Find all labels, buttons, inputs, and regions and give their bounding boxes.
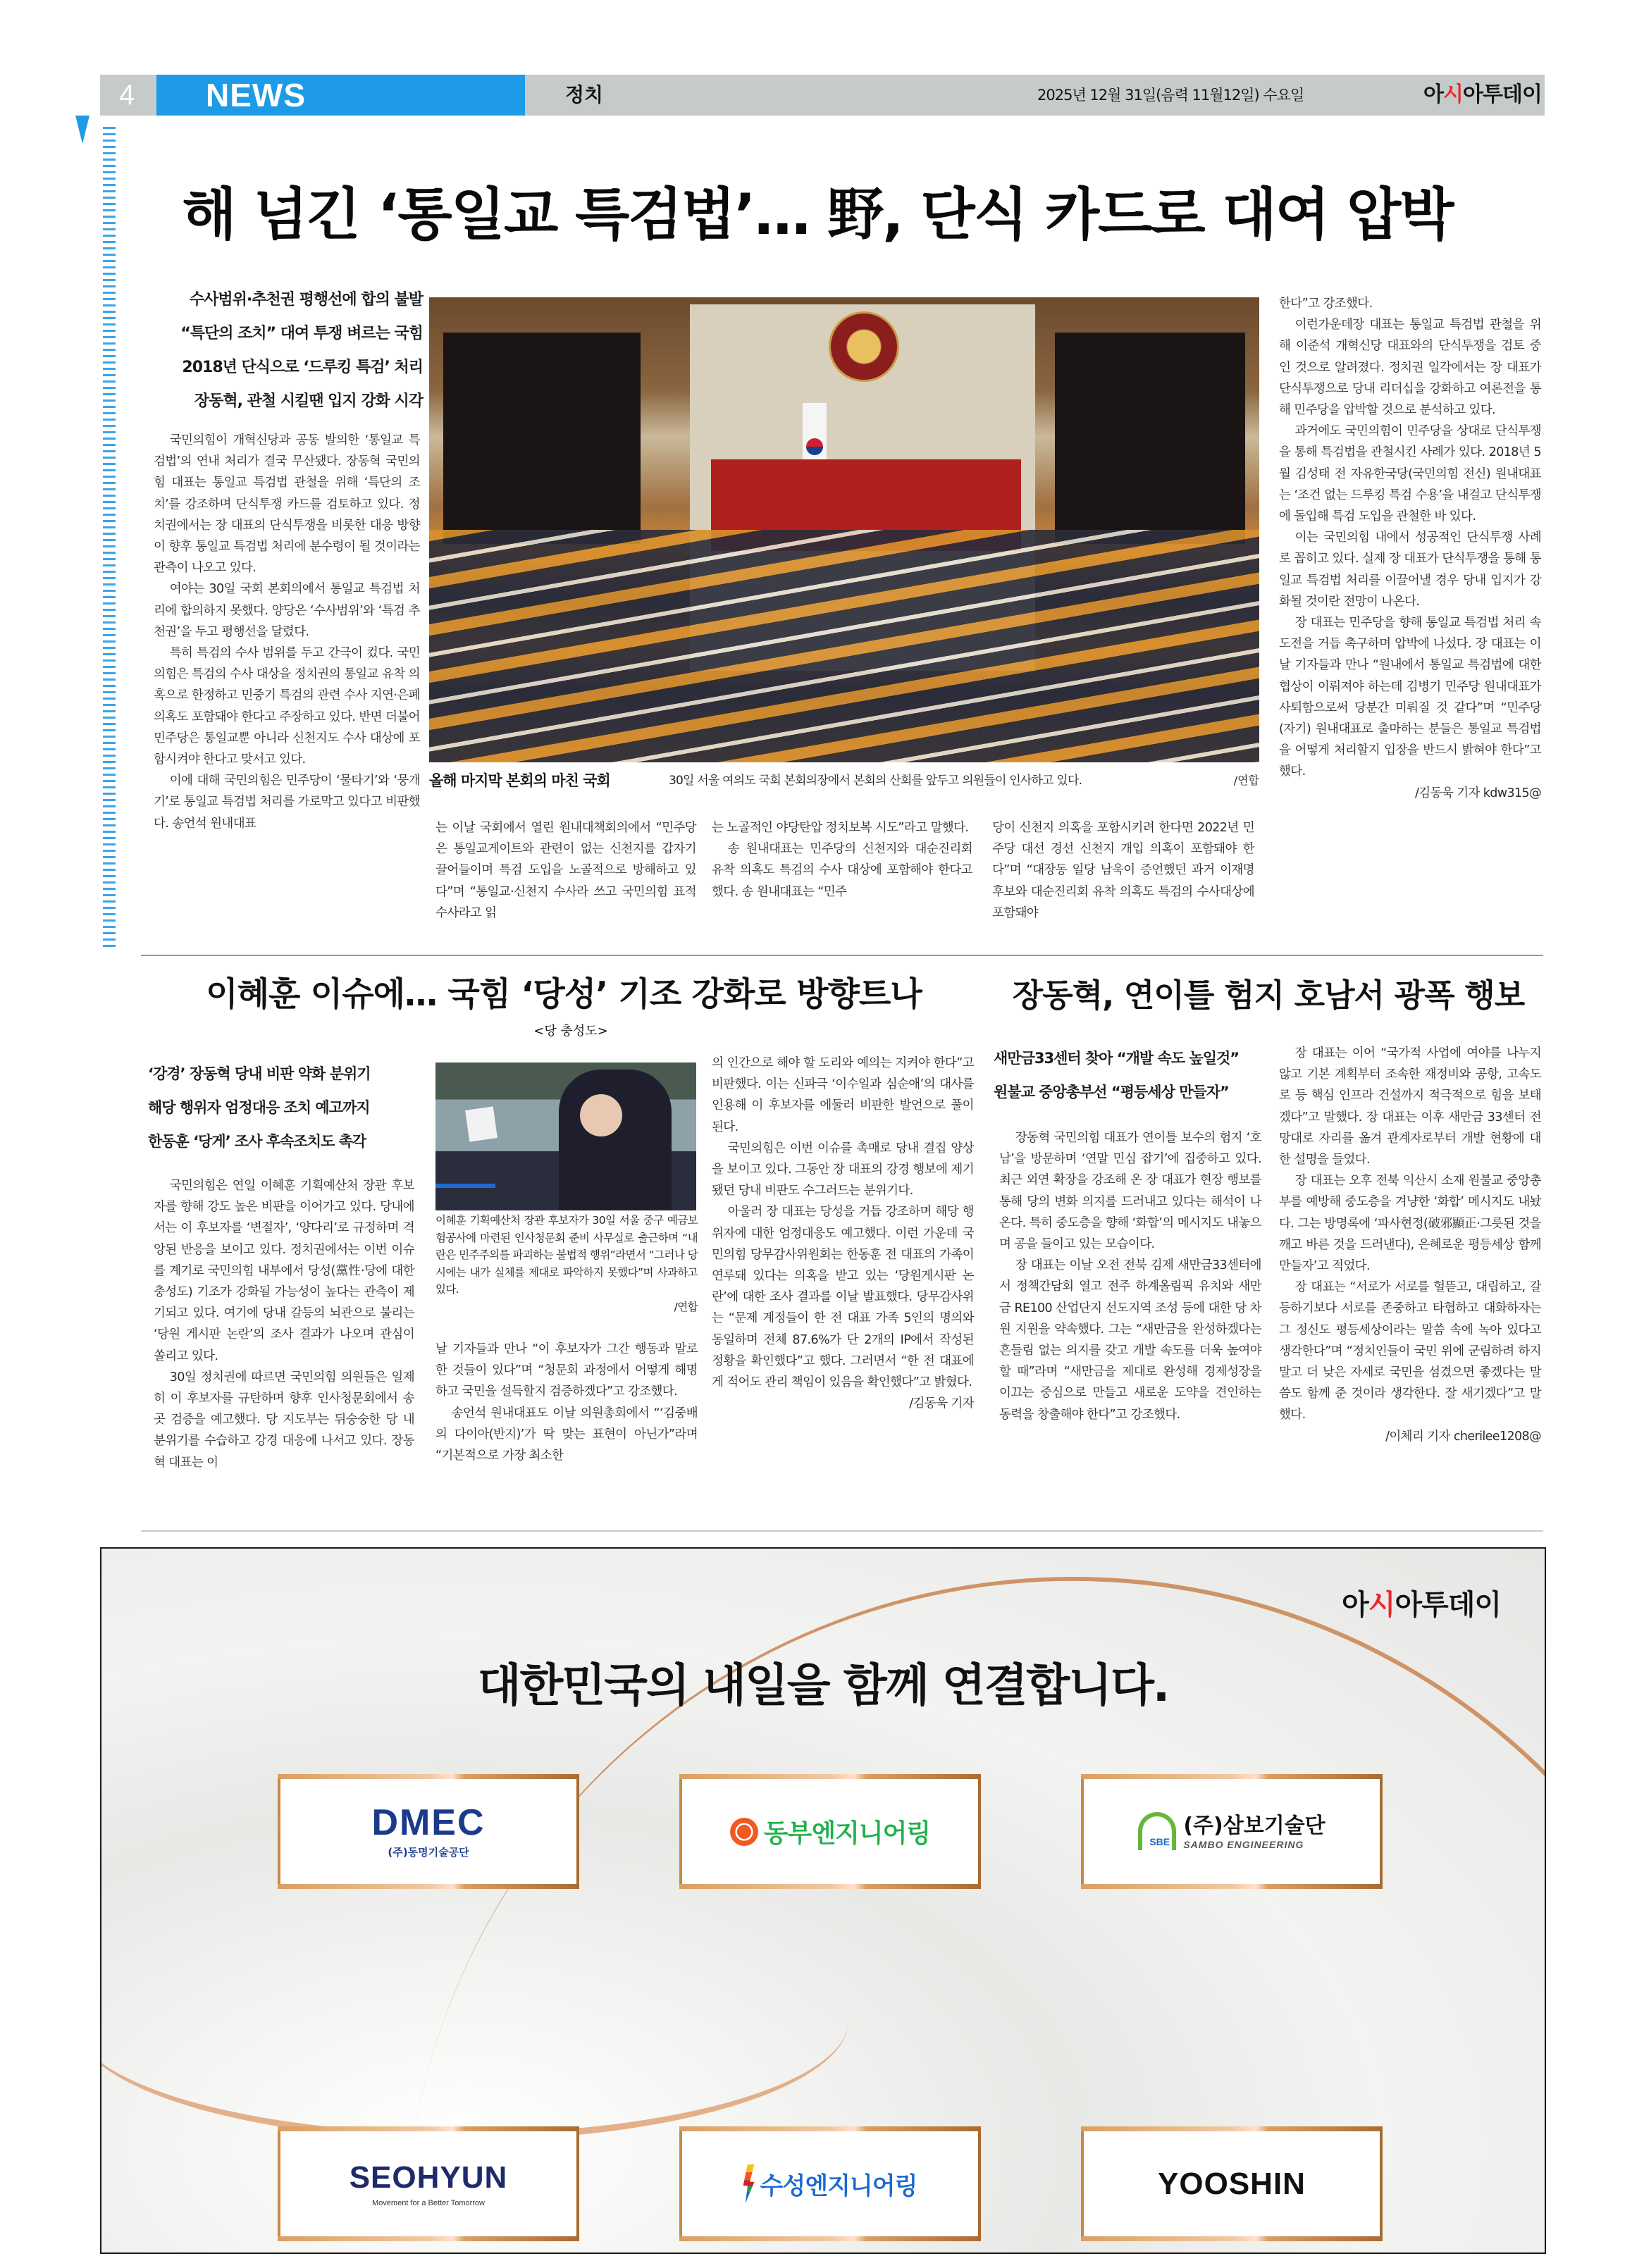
paragraph: 장 대표는 “서로가 서로를 헐뜯고, 대립하고, 갈등하기보다 서로를 존중하고 타협하고 대화하자는 그 정신도 평등세상이라는 말씀 속에 녹아 있다고 생각한다”며 “정치인들이 국민 위에 군림하려 하지 말고 더 낮은 자세로 국민을 섬겼으면 좋겠다는 말씀도 함께 준 것이라 생각한다. 잘 새기겠다”고 말했다. [1279,1280,1541,1423]
paragraph: 특히 특검의 수사 범위를 두고 간극이 컸다. 국민의힘은 특검의 수사 대상을 정치권의 통일교 유착 의혹으로 한정하고 민중기 특검의 관련 수사 지연·은폐 의혹도 포함돼야 한다고 주장하고 있다. 반면 더불어민주당은 통일교뿐 아니라 신천지도 수사 대상에 포함시켜야 한다고 맞서고 있다. [154,646,420,767]
subhead: ‘강경’ 장동혁 당내 비판 약화 분위기 [148,1065,371,1082]
article2-column-2 [435,1339,698,1466]
brand-part: 아 [1342,1589,1368,1621]
paragraph: 국민의힘은 연일 이혜훈 기획예산처 장관 후보자를 향해 강도 높은 비판을 이어가고 있다. 당내에서는 이 후보자를 ‘변절자’, ‘양다리’로 규정하며 격앙된 반응을 보이고 있다. 정치권에서는 이번 이슈를 계기로 국민의힘 내부에서 당성(黨性·당에 대한 충성도) 기조가 강화될 가능성이 높다는 관측이 제기되고 있다. 여기에 당내 갈등의 뇌관으로 불리는 ‘당원 게시판 논란’의 조사 결과가 나오며 관심이 쏠리고 있다. [154,1179,414,1363]
assembly-emblem-icon [829,311,899,382]
ad-brand-logo [1342,1584,1501,1626]
yooshin-logo: YOOSHIN [1158,2166,1306,2201]
subhead: 2018년 단식으로 ‘드루킹 특검’ 처리 [182,359,423,376]
sambo-subtitle: SAMBO ENGINEERING [1183,1838,1304,1850]
caption-text: 이혜훈 기획예산처 장관 후보자가 30일 서울 중구 예금보험공사에 마련된 인사청문회 준비 사무실로 출근하며 “내란은 민주주의를 파괴하는 불법적 행위”라면서 “그러나 당시에는 내가 실체를 제대로 파악하지 못했다”며 사과하고 있다. [435,1214,698,1296]
article1-column-2 [435,817,696,924]
paragraph: 장 대표는 민주당을 향해 통일교 특검법 처리 속도전을 거듭 촉구하며 압박에 나섰다. 장 대표는 이날 기자들과 만나 “원내에서 통일교 특검법에 대한 협상이 이뤄져야 하는데 김병기 민주당 원내대표가 사퇴함으로써 당분간 미뤄질 것 같다”며 “민주당(자기) 원내대표로 출마하는 분들은 통일교 특검법을 어떻게 처리할지 입장을 반드시 밝혀야 한다”고 했다. [1279,616,1541,779]
subhead: 한동훈 ‘당게’ 조사 후속조치도 촉각 [148,1133,366,1150]
article3-column-2 [1279,1043,1541,1447]
paragraph: 이에 대해 국민의힘은 민주당이 ‘물타기’와 ‘뭉개기’로 통일교 특검법 처리를 가로막고 있다고 비판했다. 송언석 원내대표 [154,774,420,831]
brand-part: 아 [1423,82,1443,107]
subhead: 장동혁, 관철 시킬땐 입지 강화 시각 [194,392,423,410]
issue-date: 2025년 12월 31일(음력 11월12일) 수요일 [1037,87,1304,104]
paragraph: 국민의힘은 이번 이슈를 촉매로 당내 결집 양상을 보이고 있다. 그동안 장 대표의 강경 행보에 제기됐던 당내 비판도 수그러드는 분위기다. [712,1141,974,1198]
section-tab [156,75,525,116]
paragraph: 장동혁 국민의힘 대표가 연이틀 보수의 험지 ‘호남’을 방문하며 ‘연말 민심 잡기’에 집중하고 있다. 최근 외연 확장을 강조해 온 장 대표가 현장 행보를 통해 당의 변화 의지를 드러내고 있다는 해석이 나온다. 특히 중도층을 향해 ‘화합’의 메시지도 내놓으며 공을 들이고 있는 모습이다. [999,1131,1261,1252]
sponsor-sambo [1081,1774,1383,1889]
sambo-arch-icon [1138,1812,1176,1852]
paragraph: 송언석 원내대표도 이날 의원총회에서 “‘김중배의 다이아(반지)’가 딱 맞는 표현이 아닌가”라며 “기본적으로 가장 최소한 [435,1406,698,1463]
photo-national-assembly [429,297,1259,762]
main-headline: 해 넘긴 ‘통일교 특검법’… 野, 단식 카드로 대여 압박 [182,182,1453,247]
subhead: “특단의 조치” 대여 투쟁 벼르는 국힘 [180,325,423,342]
paragraph: 장 대표는 이어 “국가적 사업에 여야를 나누지 않고 기본 계획부터 조속한 재정비와 공항, 고속도로 등 핵심 인프라 건설까지 적극적으로 힘을 보태겠다”고 말했다. 장 대표는 이후 새만금 33센터 전망대로 자리를 옮겨 관계자로부터 개발 현황에 대한 설명을 들었다. [1279,1046,1541,1167]
sponsor-yooshin [1081,2126,1383,2241]
paragraph: 는 노골적인 야당탄압 정치보복 시도”라고 말했다. [712,821,969,835]
sambo-logo: (주)삼보기술단 [1183,1813,1325,1838]
paragraph: 30일 정치권에 따르면 국민의힘 의원들은 일제히 이 후보자를 규탄하며 향후 인사청문회에서 송곳 검증을 예고했다. 당 지도부는 뒤숭숭한 당 내 분위기를 수습하고 강경 대응에 나서고 있다. 장동혁 대표는 이 [154,1370,414,1470]
subhead: 해당 행위자 엄정대응 조치 예고까지 [148,1099,370,1116]
article3-headline: 장동혁, 연이틀 험지 호남서 광폭 행보 [1012,977,1525,1014]
paragraph: 과거에도 국민의힘이 민주당을 상대로 단식투쟁을 통해 특검법을 관철시킨 사례가 있다. 2018년 5월 김성태 전 자유한국당(국민의힘 전신) 원내대표는 ‘조건 없는 드루킹 특검 수용’을 내걸고 단식투쟁에 돌입해 특검 도입을 관철한 바 있다. [1279,424,1541,524]
subhead: 수사범위·추천권 평행선에 합의 불발 [189,291,423,309]
article1-subheads [141,283,423,419]
photo-detail [1055,333,1245,544]
section-tab-label: NEWS [206,77,306,113]
article2-column-3 [712,1053,974,1414]
ad-slogan: 대한민국의 내일을 함께 연결합니다. [477,1660,1169,1712]
paragraph: 날 기자들과 만나 “이 후보자가 그간 행동과 말로 한 것들이 있다”며 “청문회 과정에서 어떻게 해명하고 국민을 설득할지 검증하겠다”고 강조했다. [435,1342,698,1399]
advertisement [100,1547,1546,2254]
caption-source: /연합 [674,1300,698,1313]
seohyun-tagline: Movement for a Better Tomorrow [372,2198,485,2207]
subhead: 새만금33센터 찾아 “개발 속도 높일것” [994,1050,1240,1067]
byline: /김동욱 기자 [909,1396,974,1411]
paragraph: 여야는 30일 국회 본회의에서 통일교 특검법 처리에 합의하지 못했다. 양당은 ‘수사범위’와 ‘특검 추천권’을 두고 평행선을 달렸다. [154,582,420,639]
article3-subheads [994,1041,1261,1109]
paragraph: 이는 국민의힘 내에서 성공적인 단식투쟁 사례로 꼽히고 있다. 실제 장 대표가 단식투쟁을 통해 통일교 특검법 처리를 이끌어낼 경우 당내 입지가 강화될 것이란 전망이 나온다. [1279,531,1541,609]
brand-part: 아투데이 [1395,1589,1501,1621]
paragraph: 아울러 장 대표는 당성을 거듭 강조하며 해당 행위자에 대한 엄정대응도 예고했다. 이런 가운데 국민의힘 당무감사위원회는 한동훈 전 대표의 가족이 연루돼 있다는 의혹을 받고 있는 ‘당원게시판 논란’에 대한 조사 결과를 이날 발표했다. 당무감사위는 “문제 계정들이 한 전 대표 가족 5인의 명의와 동일하며 전체 87.6%가 단 2개의 IP에서 작성된 정황을 확인했다”고 했다. 그러면서 “한 전 대표에게 적어도 관리 책임이 있음을 확인했다”고 밝혔다. [712,1205,974,1390]
seohyun-logo: SEOHYUN [349,2159,508,2195]
brand-part: 아투데이 [1462,82,1542,107]
masthead [100,75,1545,116]
susung-logo: 수성엔지니어링 [760,2172,917,2200]
brand-part-red: 시 [1368,1589,1395,1621]
lightning-bolt-icon [743,2164,755,2204]
paragraph: 의 인간으로 해야 할 도리와 예의는 지켜야 한다”고 비판했다. 이는 신파극 ‘이수일과 심순애’의 대사를 인용해 이 후보자를 에둘러 비판한 발언으로 풀이된다. [712,1056,974,1134]
article3-column-1 [999,1127,1261,1425]
paragraph: 국민의힘이 개혁신당과 공동 발의한 ‘통일교 특검법’의 연내 처리가 결국 무산됐다. 장동혁 국민의힘 대표는 통일교 특검법 관철을 위해 ‘특단의 조치’를 강조하며 단식투쟁 카드를 검토하고 있다. 정치권에서는 장 대표의 단식투쟁을 비롯한 대응 방향이 향후 통일교 특검법 처리에 분수령이 될 것이라는 관측이 나오고 있다. [154,433,420,576]
decorative-side-rule [103,127,116,951]
dmec-logo: DMEC [371,1802,486,1843]
caption-title: 올해 마지막 본회의 마친 국회 [429,772,610,789]
sun-icon [730,1818,758,1846]
photo-nominee [435,1062,696,1210]
article2-kicker: <당 충성도> [533,1024,608,1039]
paragraph: 는 이날 국회에서 열린 원내대책회의에서 “민주당은 통일교게이트와 관련이 없는 신천지를 갑자기 끌어들이며 특검 도입을 노골적으로 방해하고 있다”며 “통일교·신천지 수사라 쓰고 국민의힘 표적수사라고 읽 [435,821,696,920]
sponsor-seohyun [278,2126,579,2241]
dmec-subtitle: (주)동명기술공단 [388,1846,469,1859]
paragraph: 당이 신천지 의혹을 포함시키려 한다면 2022년 민주당 대선 경선 신천지 개입 의혹이 포함돼야 한다”며 “대장동 일당 남욱이 증언했던 과거 이재명 후보와 대순진리회 유착 의혹도 특검의 수사대상에 포함돼야 [992,821,1254,920]
dongbu-logo: 동부엔지니어링 [763,1819,931,1848]
section-divider [141,1530,1543,1532]
sponsor-dongbu [679,1774,981,1889]
article2-headline: 이혜훈 이슈에… 국힘 ‘당성’ 기조 강화로 방향트나 [206,975,922,1014]
byline: /이체리 기자 cherilee1208@ [1385,1429,1541,1444]
subhead: 원불교 중앙총부선 “평등세상 만들자” [994,1084,1229,1101]
section-label: 정치 [565,83,604,106]
caption-text: 30일 서울 여의도 국회 본회의장에서 본회의 산회를 앞두고 의원들이 인사하고 있다. [669,774,1082,788]
article1-column-5 [1279,293,1541,804]
photo-detail [435,1184,495,1188]
article2-column-1 [154,1175,414,1473]
photo-detail [429,530,1259,762]
paragraph: 장 대표는 이날 오전 전북 김제 새만금33센터에서 정책간담회 열고 전주 하계올림픽 유치와 새만금 RE100 산업단지 선도지역 조성 등에 대한 당 차원 지원을 약속했다. 그는 “새만금을 완성하겠다는 흔들림 없는 의지를 갖고 개발 속도를 더욱 높여야 할 때”라며 “새만금을 제대로 완성해 경제성장을 이끄는 중심으로 만들고 새로운 도약을 견인하는 동력을 창출해야 한다”고 강조했다. [999,1258,1261,1422]
sbe-mark: SBE [1149,1835,1170,1847]
tab-pointer-icon [75,116,89,144]
photo-detail [559,1070,672,1210]
photo-detail [443,333,641,544]
section-divider [141,955,1543,956]
byline: /김동욱 기자 kdw315@ [1414,786,1541,800]
page-number: 4 [100,75,154,116]
decorative-swoosh [100,1901,848,2140]
photo-detail [580,1094,622,1136]
article1-column-1 [154,430,420,834]
brand-part-red: 시 [1442,82,1463,107]
paragraph: 송 원내대표는 민주당의 신천지와 대순진리회 유착 의혹도 특검의 수사 대상에 포함해야 한다고 했다. 송 원내대표는 “민주 [712,842,972,899]
article1-column-4 [992,817,1254,924]
photo-caption [429,771,1259,791]
sponsor-susung [679,2126,981,2241]
photo-caption [435,1212,698,1316]
paragraph: 한다”고 강조했다. [1279,297,1373,311]
article2-subheads [148,1057,409,1158]
sponsor-dmec [278,1774,579,1889]
paragraph: 장 대표는 오후 전북 익산시 소재 원불교 중앙총부를 예방해 중도층을 겨냥한 ‘화합’ 메시지도 내놨다. 그는 방명록에 ‘파사현정(破邪顯正·그릇된 것을 깨고 바른 것을 드러낸다), 은혜로운 평등세상 함께 만들자’고 적었다. [1279,1174,1541,1274]
photo-detail [465,1106,497,1141]
brand-logo [1423,75,1542,116]
article1-column-3 [712,817,972,903]
caption-source: /연합 [1233,774,1259,787]
paragraph: 이런가운데장 대표는 통일교 특검법 관철을 위해 이준석 개혁신당 대표와의 단식투쟁을 검토 중인 것으로 알려졌다. 정치권 일각에서는 장 대표가 단식투쟁으로 당내 리더십을 강화하고 여론전을 통해 민주당을 압박할 것으로 분석하고 있다. [1279,318,1541,418]
